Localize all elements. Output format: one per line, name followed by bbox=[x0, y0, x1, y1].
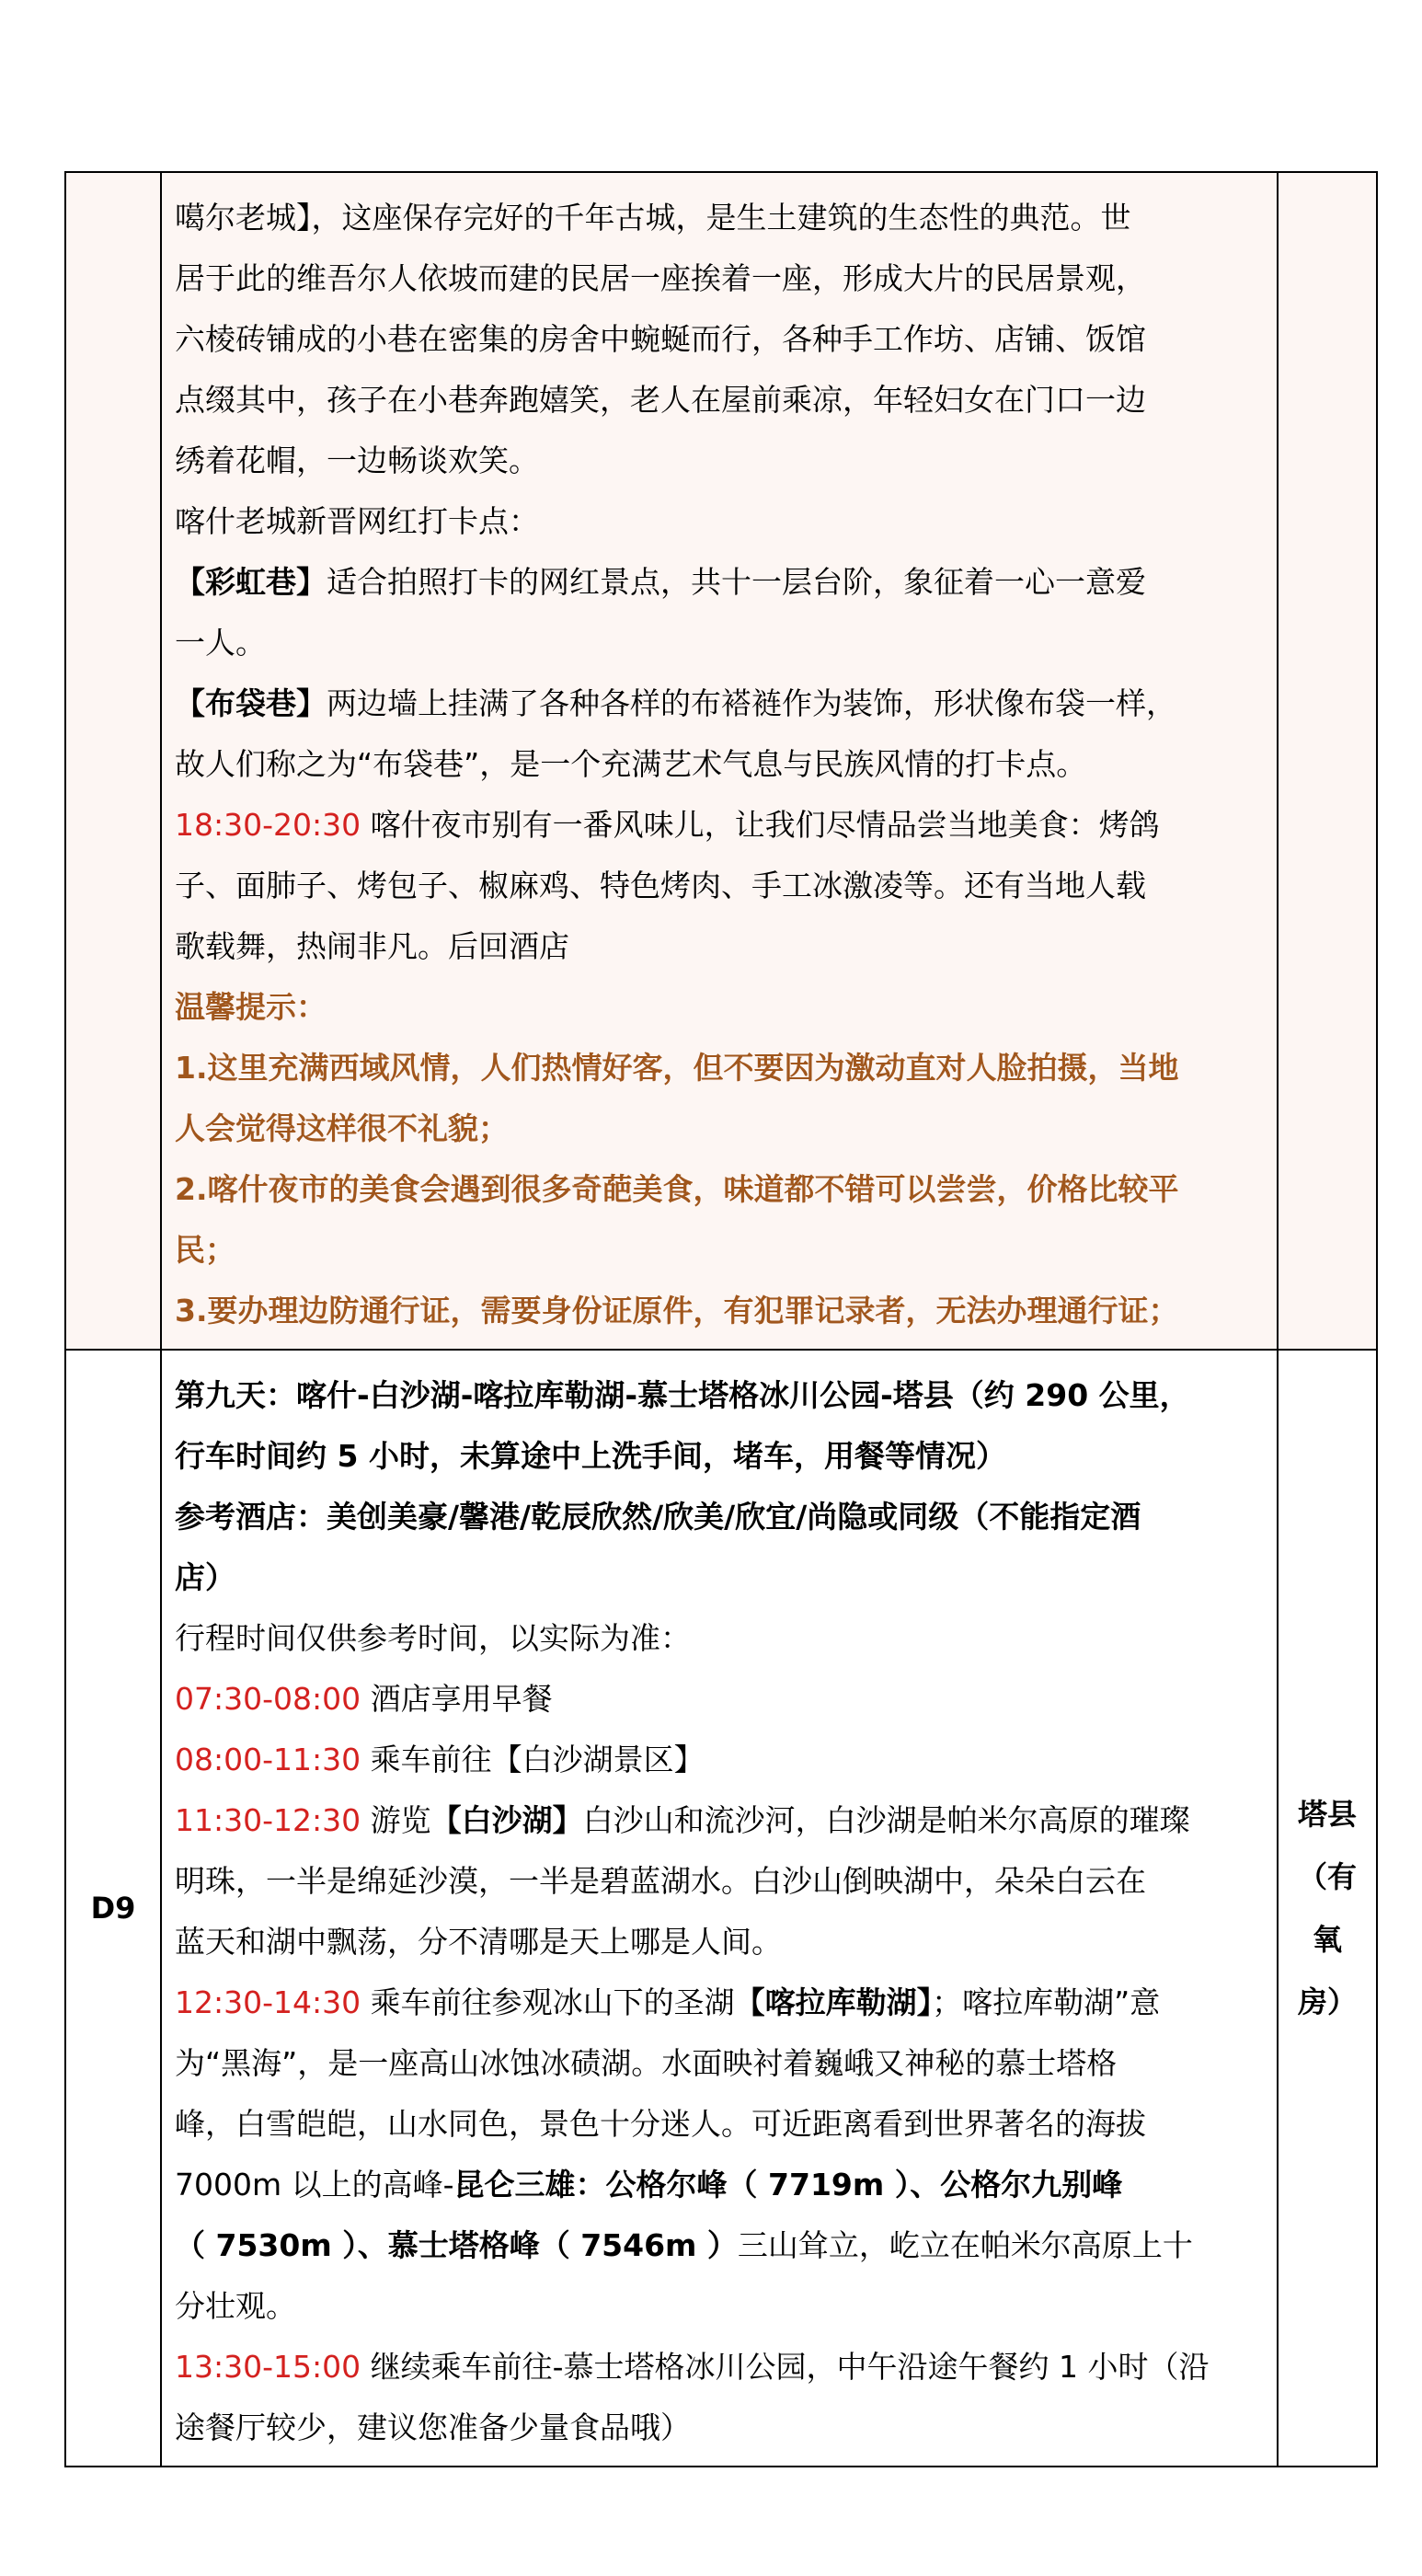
text-segment: 酒店享用早餐 bbox=[361, 1681, 553, 1717]
text-line bbox=[175, 1038, 1264, 1098]
text-line bbox=[175, 491, 1264, 552]
text-line bbox=[175, 2337, 1264, 2398]
text-line bbox=[175, 977, 1264, 1038]
text-segment: 绣着花帽，一边畅谈欢笑。 bbox=[175, 443, 539, 478]
text-segment: 适合拍照打卡的网红景点，共十一层台阶，象征着一心一意爱 bbox=[327, 564, 1146, 600]
text-line bbox=[175, 1281, 1264, 1341]
text-line bbox=[175, 1220, 1264, 1281]
text-segment: 18:30-20:30 bbox=[175, 807, 361, 843]
text-line bbox=[175, 2276, 1264, 2337]
text-segment: 温馨提示： bbox=[175, 989, 327, 1025]
text-segment: 民； bbox=[175, 1232, 235, 1268]
text-line bbox=[175, 1790, 1264, 1851]
hotel-text-line: 氧 bbox=[1312, 1922, 1342, 1957]
text-line bbox=[175, 2215, 1264, 2276]
text-line bbox=[175, 1912, 1264, 1972]
text-line bbox=[175, 1608, 1264, 1669]
text-segment: 行车时间约 5 小时，未算途中上洗手间，堵车，用餐等情况） bbox=[175, 1438, 1006, 1474]
hotel-cell-empty bbox=[1278, 172, 1377, 1350]
day-content-d9 bbox=[161, 1350, 1278, 2467]
text-line bbox=[175, 1547, 1264, 1608]
text-segment: 明珠，一半是绵延沙漠，一半是碧蓝湖水。白沙山倒映湖中，朵朵白云在 bbox=[175, 1863, 1146, 1899]
text-segment: 途餐厅较少，建议您准备少量食品哦） bbox=[175, 2409, 691, 2445]
day-label: D9 bbox=[65, 1350, 161, 2467]
text-segment: 人会觉得这样很不礼貌； bbox=[175, 1110, 509, 1146]
text-segment: 【布袋巷】 bbox=[175, 685, 327, 721]
text-line bbox=[175, 552, 1264, 613]
text-line bbox=[175, 1972, 1264, 2033]
text-line bbox=[175, 613, 1264, 673]
text-line bbox=[175, 2398, 1264, 2458]
text-line bbox=[175, 795, 1264, 856]
text-line bbox=[175, 431, 1264, 491]
text-segment: 故人们称之为“布袋巷”，是一个充满艺术气息与民族风情的打卡点。 bbox=[175, 746, 1087, 782]
text-segment: 一人。 bbox=[175, 625, 266, 661]
text-line bbox=[175, 2094, 1264, 2155]
text-line bbox=[175, 1098, 1264, 1159]
text-line bbox=[175, 2033, 1264, 2094]
text-segment: 两边墙上挂满了各种各样的布褡裢作为装饰，形状像布袋一样， bbox=[327, 685, 1176, 721]
text-segment: 为“黑海”，是一座高山冰蚀冰碛湖。水面映衬着巍峨又神秘的慕士塔格 bbox=[175, 2045, 1118, 2081]
text-segment: 喀什夜市别有一番风味儿，让我们尽情品尝当地美食：烤鸽 bbox=[361, 807, 1160, 843]
text-segment: 11:30-12:30 bbox=[175, 1802, 361, 1838]
text-line bbox=[175, 734, 1264, 795]
text-segment: 蓝天和湖中飘荡，分不清哪是天上哪是人间。 bbox=[175, 1924, 782, 1960]
hotel-location bbox=[1278, 1350, 1377, 2467]
text-line bbox=[175, 1851, 1264, 1912]
text-segment: 噶尔老城】，这座保存完好的千年古城，是生土建筑的生态性的典范。世 bbox=[175, 200, 1131, 236]
text-line bbox=[175, 309, 1264, 370]
text-line bbox=[175, 2155, 1264, 2215]
text-segment: 六棱砖铺成的小巷在密集的房舍中蜿蜒而行，各种手工作坊、店铺、饭馆 bbox=[175, 321, 1146, 357]
text-line bbox=[175, 856, 1264, 916]
text-segment: 乘车前往参观冰山下的圣湖 bbox=[361, 1984, 735, 2020]
hotel-text-line: （有 bbox=[1297, 1859, 1357, 1894]
text-line bbox=[175, 1669, 1264, 1730]
itinerary-row-d9 bbox=[65, 1350, 1377, 2467]
text-segment: 歌载舞，热闹非凡。后回酒店 bbox=[175, 928, 569, 964]
text-segment: 居于此的维吾尔人依坡而建的民居一座挨着一座，形成大片的民居景观， bbox=[175, 260, 1146, 296]
text-line bbox=[175, 1159, 1264, 1220]
text-segment: 7000m 以上的高峰- bbox=[175, 2167, 454, 2202]
itinerary-table bbox=[64, 171, 1378, 2467]
text-segment: 【喀拉库勒湖】 bbox=[734, 1984, 933, 2020]
text-segment: 点缀其中，孩子在小巷奔跑嬉笑，老人在屋前乘凉，年轻妇女在门口一边 bbox=[175, 382, 1146, 418]
text-segment: （ 7530m ）、慕士塔格峰（ 7546m ） bbox=[175, 2227, 738, 2263]
text-segment: 游览 bbox=[361, 1802, 431, 1838]
text-segment: 【彩虹巷】 bbox=[175, 564, 327, 600]
text-segment: 峰，白雪皑皑，山水同色，景色十分迷人。可近距离看到世界著名的海拔 bbox=[175, 2106, 1146, 2142]
hotel-text-line: 房） bbox=[1297, 1984, 1357, 2019]
hotel-text-line: 塔县 bbox=[1297, 1797, 1357, 1832]
text-line bbox=[175, 188, 1264, 248]
text-segment: 参考酒店：美创美豪/馨港/乾辰欣然/欣美/欣宜/尚隐或同级（不能指定酒 bbox=[175, 1499, 1141, 1535]
text-segment: 【白沙湖】 bbox=[430, 1802, 583, 1838]
text-segment: ；喀拉库勒湖”意 bbox=[932, 1984, 1161, 2020]
text-segment: 2.喀什夜市的美食会遇到很多奇葩美食，味道都不错可以尝尝，价格比较平 bbox=[175, 1171, 1179, 1207]
text-line bbox=[175, 1487, 1264, 1547]
text-line bbox=[175, 1730, 1264, 1790]
text-segment: 3.要办理边防通行证，需要身份证原件，有犯罪记录者，无法办理通行证； bbox=[175, 1293, 1179, 1328]
text-segment: 乘车前往【白沙湖景区】 bbox=[361, 1742, 705, 1777]
text-segment: 1.这里充满西域风情，人们热情好客，但不要因为激动直对人脸拍摄，当地 bbox=[175, 1050, 1179, 1086]
day-cell-empty bbox=[65, 172, 161, 1350]
text-line bbox=[175, 248, 1264, 309]
text-segment: 13:30-15:00 bbox=[175, 2349, 361, 2385]
text-segment: 行程时间仅供参考时间，以实际为准： bbox=[175, 1620, 691, 1656]
text-segment: 子、面肺子、烤包子、椒麻鸡、特色烤肉、手工冰激凌等。还有当地人载 bbox=[175, 868, 1146, 903]
text-line bbox=[175, 370, 1264, 431]
text-segment: 三山耸立，屹立在帕米尔高原上十 bbox=[737, 2227, 1193, 2263]
text-line bbox=[175, 916, 1264, 977]
text-segment: 分壮观。 bbox=[175, 2288, 296, 2324]
text-segment: 07:30-08:00 bbox=[175, 1681, 361, 1717]
text-segment: 第九天：喀什-白沙湖-喀拉库勒湖-慕士塔格冰川公园-塔县（约 290 公里， bbox=[175, 1377, 1190, 1413]
itinerary-row-continued bbox=[65, 172, 1377, 1350]
text-segment: 喀什老城新晋网红打卡点： bbox=[175, 503, 539, 539]
text-segment: 白沙山和流沙河，白沙湖是帕米尔高原的璀璨 bbox=[582, 1802, 1190, 1838]
text-line bbox=[175, 673, 1264, 734]
text-segment: 继续乘车前往-慕士塔格冰川公园，中午沿途午餐约 1 小时（沿 bbox=[361, 2349, 1210, 2385]
text-segment: 昆仑三雄：公格尔峰（ 7719m ）、公格尔九别峰 bbox=[453, 2167, 1123, 2202]
text-line bbox=[175, 1426, 1264, 1487]
text-segment: 12:30-14:30 bbox=[175, 1984, 361, 2020]
day-content-continued bbox=[161, 172, 1278, 1350]
text-segment: 店） bbox=[175, 1559, 235, 1595]
text-line bbox=[175, 1365, 1264, 1426]
text-segment: 08:00-11:30 bbox=[175, 1742, 361, 1777]
